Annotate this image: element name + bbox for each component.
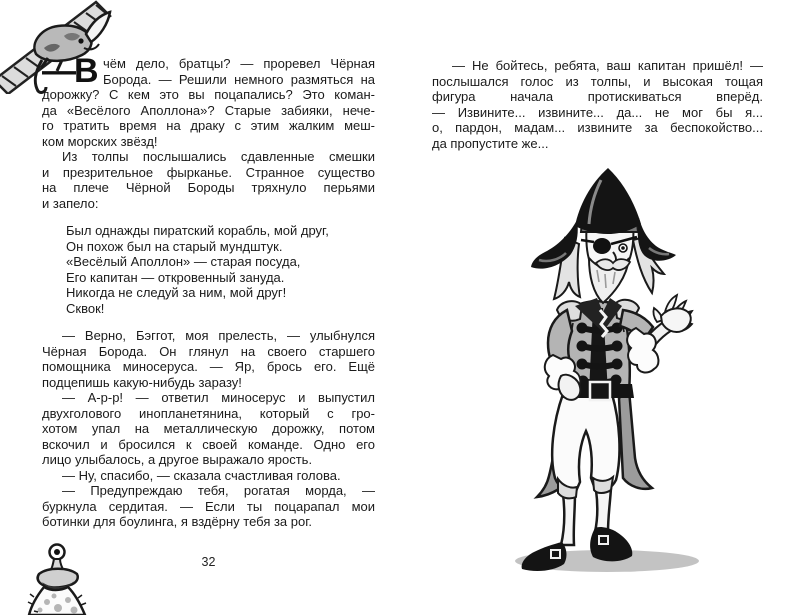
text-line: вскочил и бросился к своей команде. Одно его [42,436,375,452]
text-line: да «Весёлого Аполлона»? Старые забияки, нече- [42,102,375,118]
text-line: Был однажды пиратский корабль, мой друг, [66,223,329,238]
text-line: — Не бойтесь, ребята, ваш капитан пришёл! — [452,58,763,73]
text-line: дорожку? С кем это вы поцапались? Это коман- [42,87,375,102]
text-line: — А-р-р! — ответил миносерус и выпустил [62,390,375,405]
right-page-text [432,58,763,151]
text-line: о, пардон, мадам... извините за беспокойство... [432,120,763,135]
text-line: Его капитан — откровенный зануда. [66,269,285,285]
paragraph [42,328,375,390]
text-line: Из толпы послышались сдавленные смешки [62,149,375,164]
text-line: помощника миносеруса. — Яр, брось его. Ещё [42,359,375,374]
text-line: буркнула сердитая. — Если ты поцарапал мои [42,498,375,514]
text-line: го тратить время на драку с этим жалким меш- [42,118,375,133]
text-line: — Верно, Бэггот, моя прелесть, — улыбнулся [62,328,375,343]
text-line: да пропустите же... [432,135,549,151]
left-page-text [42,52,375,530]
text-line: и презрительное фырканье. Странное существо [42,164,375,180]
paragraph [432,58,763,151]
text-line: Никогда не следуй за ним, мой друг! [66,285,287,300]
text-line: хотом упал на металлическую дорожку, потом [42,421,375,436]
one-eyed-slug-illustration [18,542,94,615]
text-line: лицо улыбалось, а другое выражало ярость. [42,452,313,467]
text-line: послышался голос из толпы, и высокая тощая [432,73,763,89]
text-line: «Весёлый Аполлон» — старая посуда, [66,254,301,269]
paragraph [42,149,375,211]
text-line: Чёрная Борода. Он глянул на своего старшего [42,343,375,359]
text-line: на плече Чёрной Бороды тряхнуло перьями [42,180,375,195]
text-line: Он похож был на старый мундштук. [66,238,283,254]
paragraph [42,483,375,530]
text-line: ком морских звёзд! [42,133,158,149]
pirate-captain-illustration [505,160,717,584]
text-line: Борода. — Решили немного размяться на [103,71,375,87]
text-line: — Извините... извините... да... не мог бы я... [432,104,763,120]
text-line: фигура начала протискиваться вперёд. [432,89,763,104]
paragraph [42,468,375,484]
drop-cap: —В [42,52,97,90]
text-line: чём дело, братцы? — проревел Чёрная [103,56,375,71]
text-line: Сквок! [66,300,105,316]
paragraph [42,52,375,149]
text-line: ботинки для боулинга, я вздёрну тебя за рог. [42,514,313,529]
page-number: 32 [201,555,216,569]
text-line: двухголового инопланетянина, который с гро- [42,405,375,421]
text-line: и запело: [42,195,99,211]
text-line: — Ну, спасибо, — сказала счастливая голова. [62,467,341,483]
paragraph [42,390,375,468]
text-line: подцепишь какую-нибудь заразу! [42,374,242,390]
text-line: — Предупреждаю тебя, рогатая морда, — [62,483,375,498]
poem-block [66,223,375,316]
